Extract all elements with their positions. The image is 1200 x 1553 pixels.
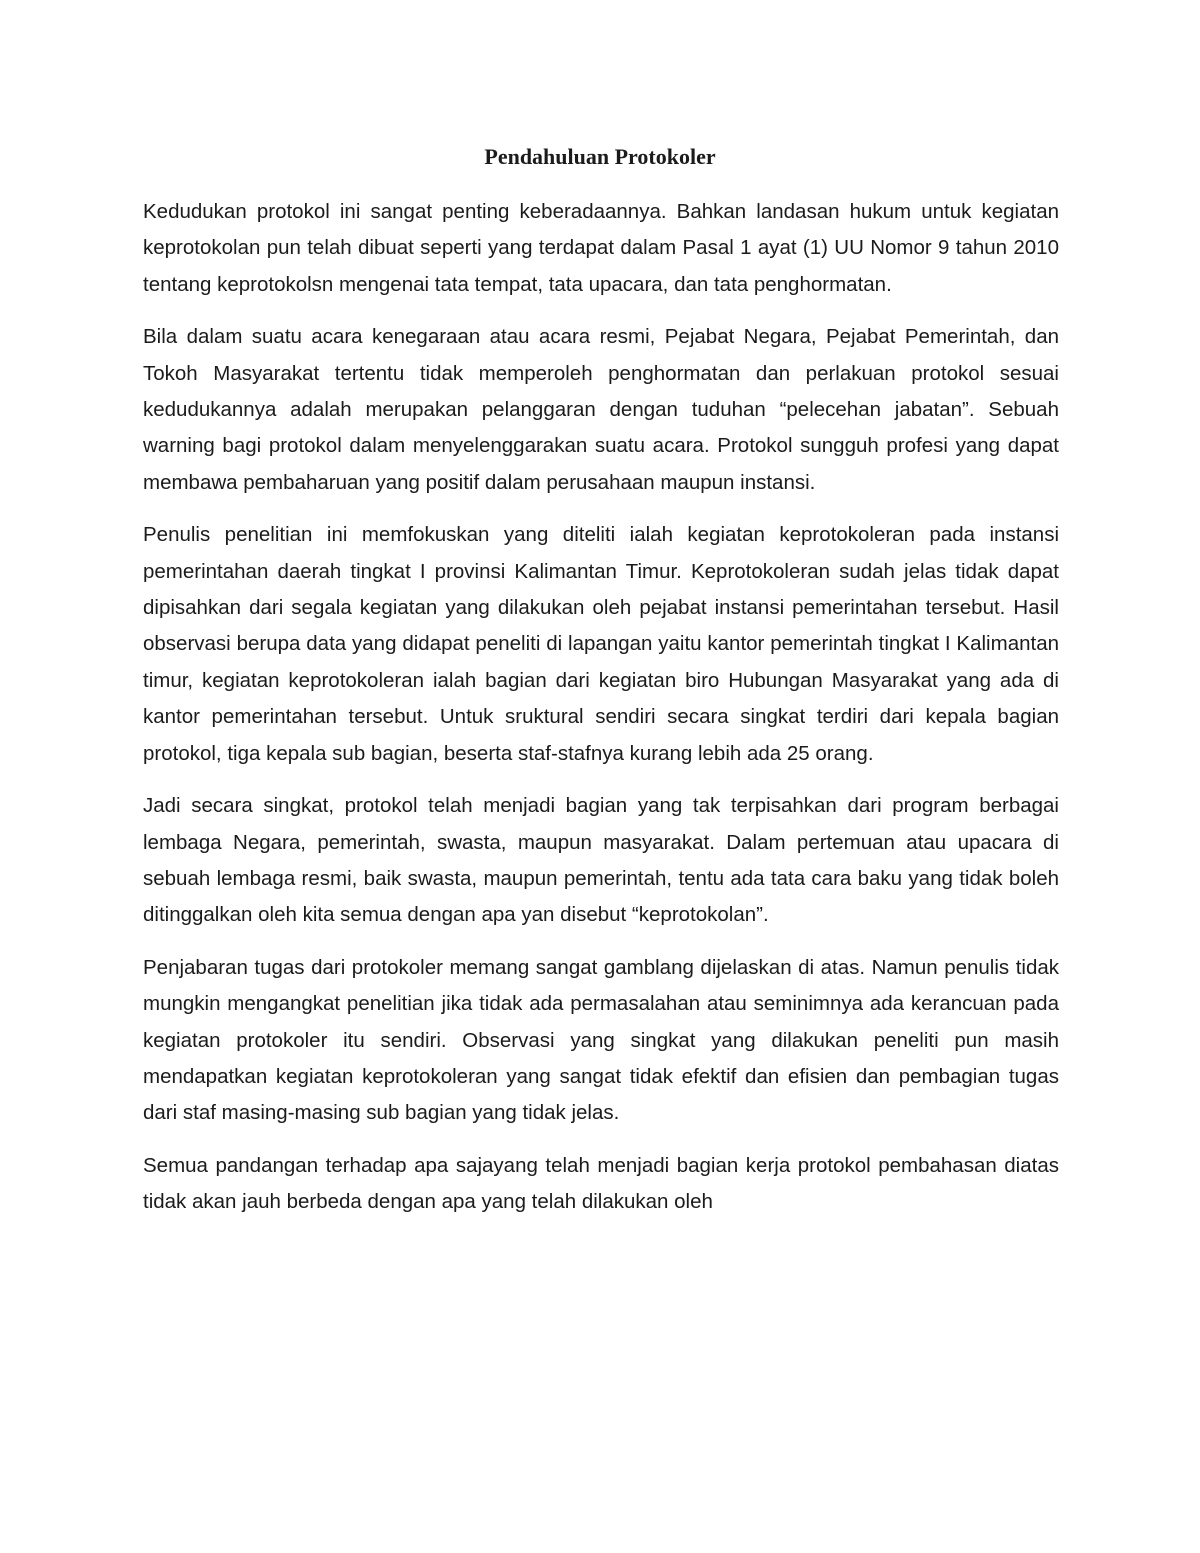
document-body (143, 194, 1059, 1221)
paragraph-6: Semua pandangan terhadap apa sajayang telah menjadi bagian kerja protokol pembahasan diatas tidak akan jauh berbeda dengan apa yang telah dilakukan oleh (143, 1153, 1059, 1214)
paragraph-5: Penjabaran tugas dari protokoler memang sangat gamblang dijelaskan di atas. Namun penulis tidak mungkin mengangkat penelitian jika tidak ada permasalahan atau seminimnya ada kerancuan pada kegiatan protokoler itu sendiri. Observasi yang singkat yang dilakukan peneliti pun masih mendapatkan kegiatan keprotokoleran yang sangat tidak efektif dan efisien dan pembagian tugas dari staf masing-masing sub bagian yang tidak jelas. (143, 955, 1059, 1125)
paragraph-2: Bila dalam suatu acara kenegaraan atau acara resmi, Pejabat Negara, Pejabat Pemerintah, dan Tokoh Masyarakat tertentu tidak memperoleh penghormatan dan perlakuan protokol sesuai kedudukannya adalah merupakan pelanggaran dengan tuduhan “pelecehan jabatan”. Sebuah warning bagi protokol dalam menyelenggarakan suatu acara. Protokol sungguh profesi yang dapat membawa pembaharuan yang positif dalam perusahaan maupun instansi. (143, 325, 1059, 494)
paragraph-1: Kedudukan protokol ini sangat penting keberadaannya. Bahkan landasan hukum untuk kegiatan keprotokolan pun telah dibuat seperti yang terdapat dalam Pasal 1 ayat (1) UU Nomor 9 tahun 2010 tentang keprotokolsn mengenai tata tempat, tata upacara, dan tata penghormatan. (143, 200, 1059, 296)
document-title: Pendahuluan Protokoler (484, 144, 716, 169)
paragraph-3: Penulis penelitian ini memfokuskan yang diteliti ialah kegiatan keprotokoleran pada instansi pemerintahan daerah tingkat I provinsi Kalimantan Timur. Keprotokoleran sudah jelas tidak dapat dipisahkan dari segala kegiatan yang dilakukan oleh pejabat instansi pemerintahan tersebut. Hasil observasi berupa data yang didapat peneliti di lapangan yaitu kantor pemerintah tingkat I Kalimantan timur, kegiatan keprotokoleran ialah bagian dari kegiatan biro Hubungan Masyarakat yang ada di kantor pemerintahan tersebut. Untuk sruktural sendiri secara singkat terdiri dari kepala bagian protokol, tiga kepala sub bagian, beserta staf-stafnya kurang lebih ada 25 orang. (143, 523, 1059, 765)
paragraph-4: Jadi secara singkat, protokol telah menjadi bagian yang tak terpisahkan dari program berbagai lembaga Negara, pemerintah, swasta, maupun masyarakat. Dalam pertemuan atau upacara di sebuah lembaga resmi, baik swasta, maupun pemerintah, tentu ada tata cara baku yang tidak boleh ditinggalkan oleh kita semua dengan apa yan disebut “keprotokolan”. (143, 794, 1059, 927)
